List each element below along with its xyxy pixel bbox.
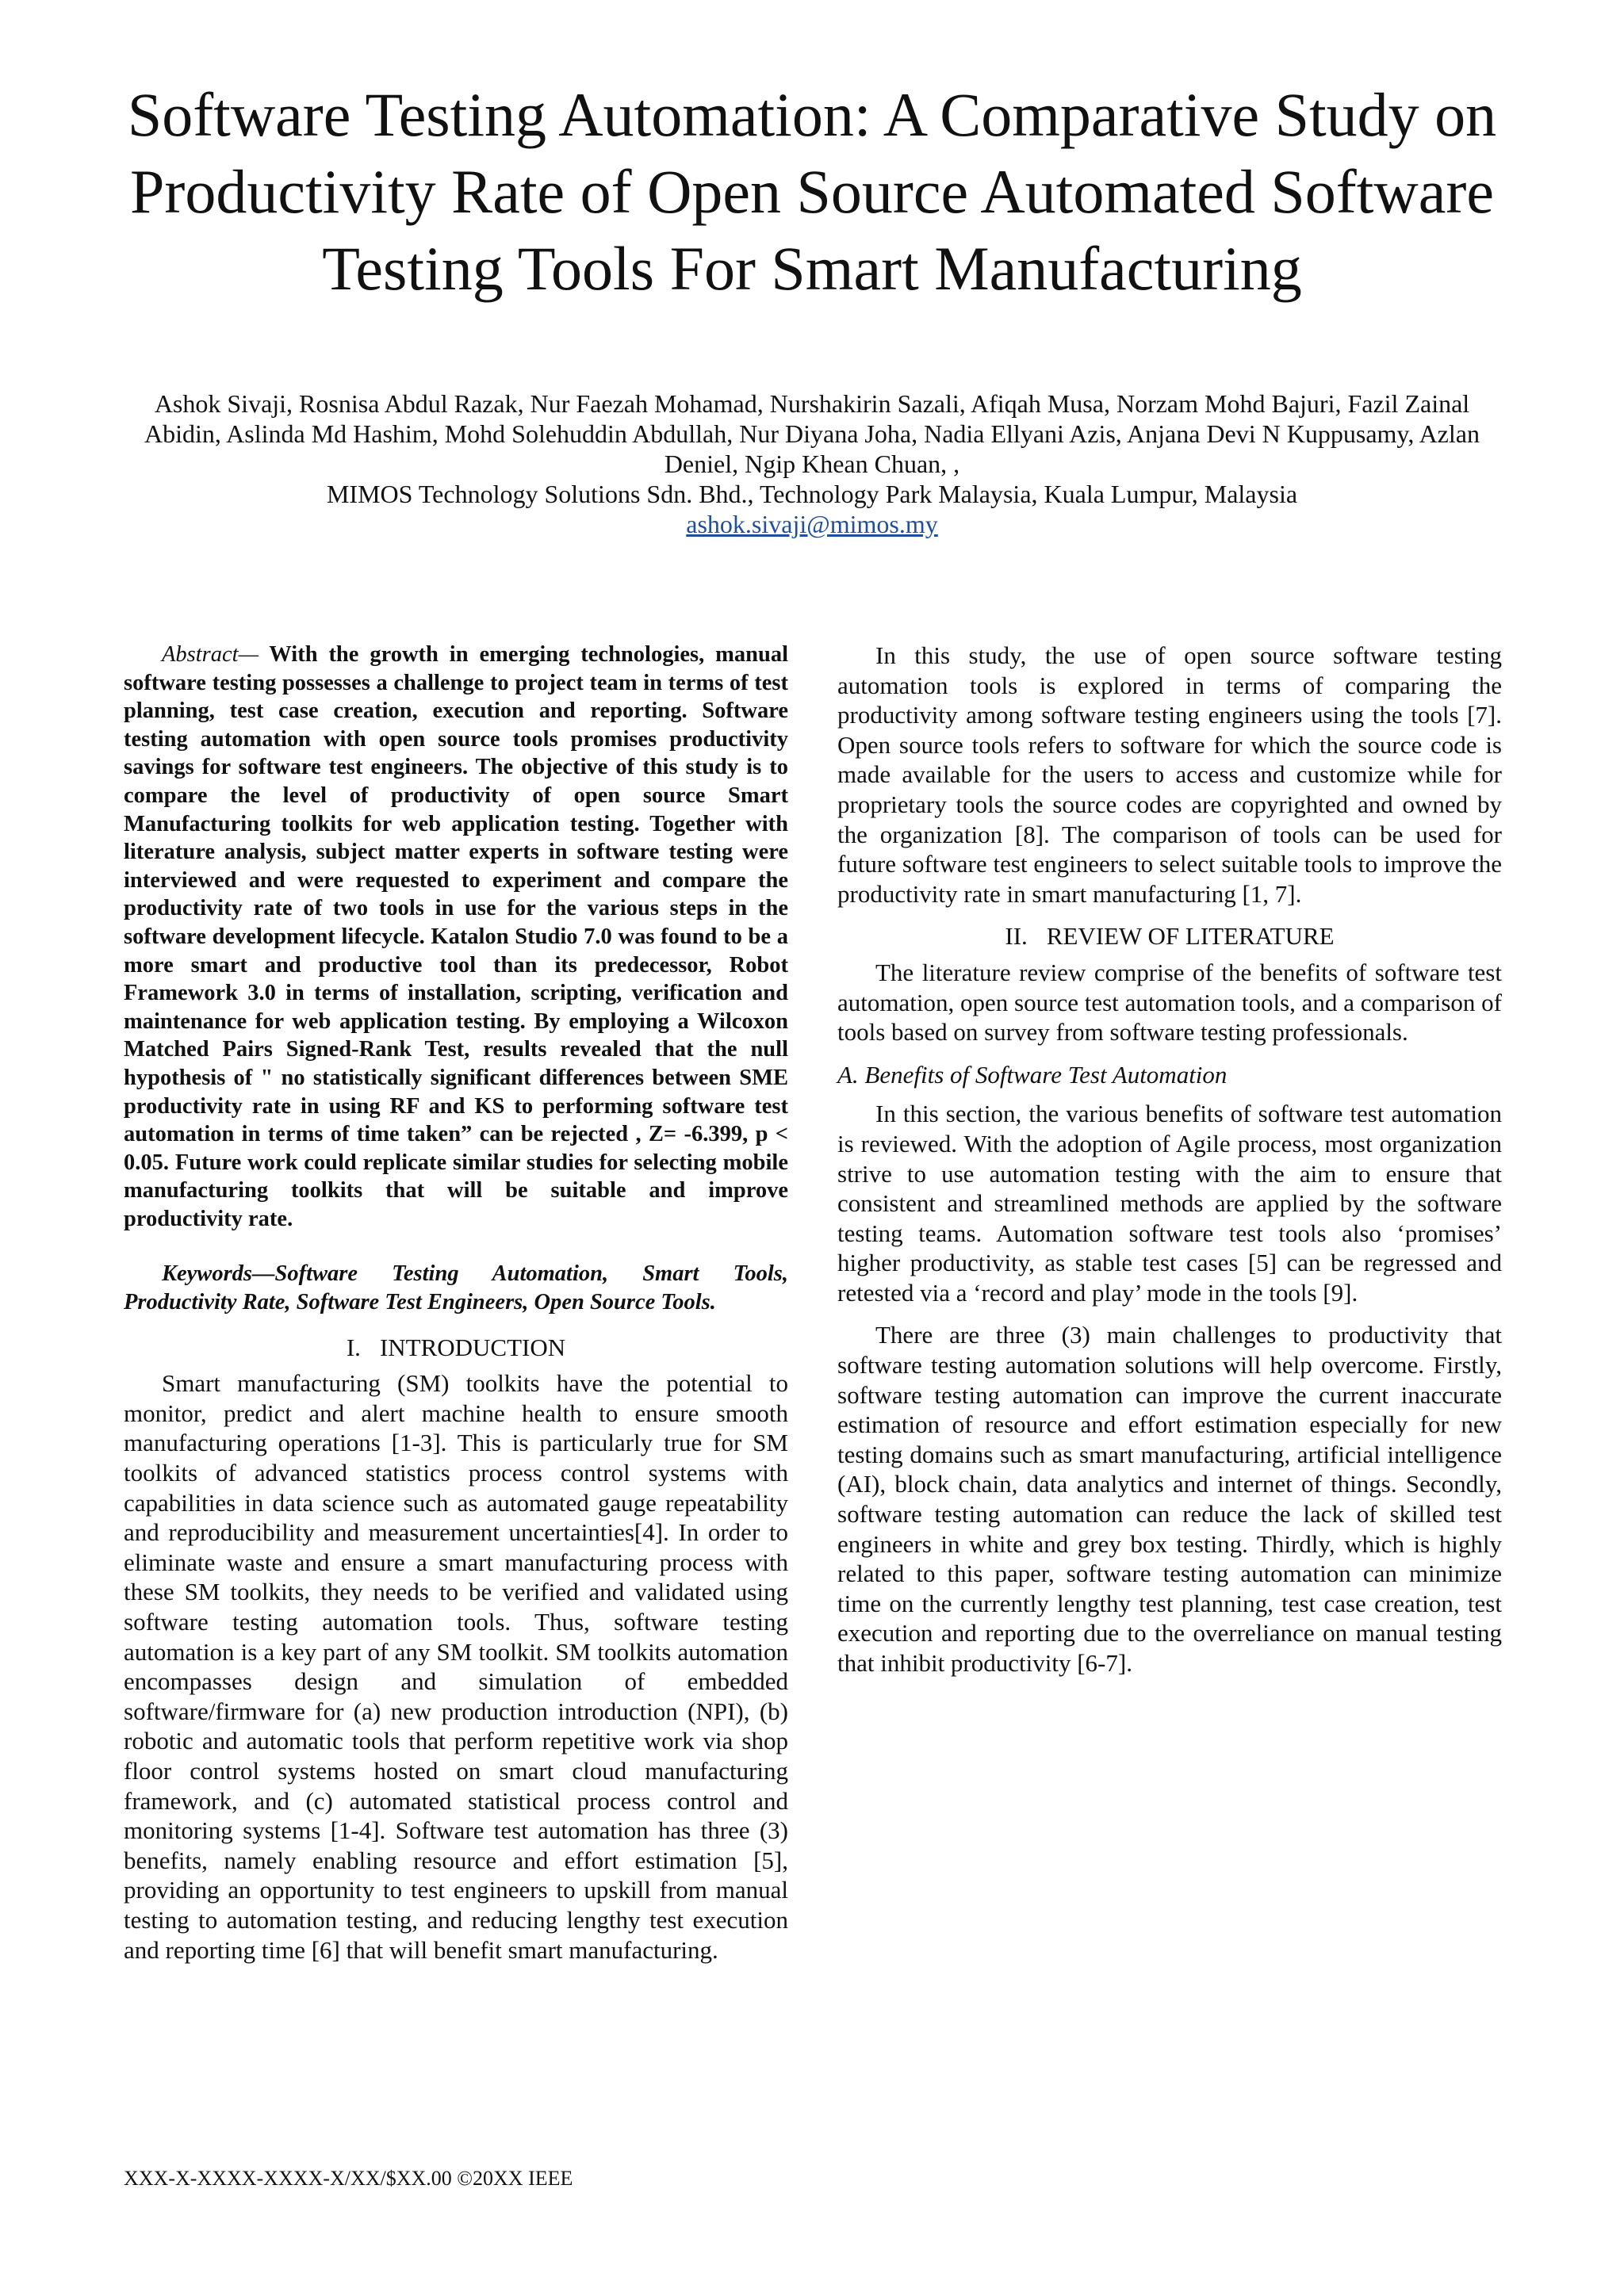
paragraph: The literature review comprise of the benefits of software test automation, open source test automation tools, and a comparison of tools based on survey from software testing professionals. (837, 958, 1502, 1047)
paragraph: There are three (3) main challenges to productivity that software testing automation solutions will help overcome. Firstly, software testing automation can improve the current inaccurate estimation of resource and effort estimation especially for new testing domains such as smart manufacturing, artificial intelligence (AI), block chain, data analytics and internet of things. Secondly, software testing automation can reduce the lack of skilled test engineers in white and grey box testing. Thirdly, which is highly related to this paper, software testing automation can minimize time on the currently lengthy test planning, test case creation, test execution and reporting due to the overreliance on manual testing that inhibit productivity [6-7]. (837, 1321, 1502, 1677)
paragraph: In this section, the various benefits of software test automation is reviewed. With the adoption of Agile process, most organization strive to use automation testing with the aim to ensure that consistent and streamlined methods are applied by the software testing teams. Automation software test tools also ‘promises’ higher productivity, as stable test cases [5] can be regressed and retested via a ‘record and play’ mode in the tools [9]. (837, 1100, 1502, 1307)
keywords: Keywords—Software Testing Automation, Smart Tools, Productivity Rate, Software Test Engineers, Open Source Tools. (124, 1261, 788, 1315)
abstract (124, 641, 788, 1233)
affiliation: MIMOS Technology Solutions Sdn. Bhd., Technology Park Malaysia, Kuala Lumpur, Malaysia (326, 480, 1298, 508)
section-title: REVIEW OF LITERATURE (1046, 922, 1335, 951)
paper-title: Software Testing Automation: A Comparative Study on Productivity Rate of Open Source Automated Software Testing Tools For Smart Manufacturing (127, 80, 1497, 303)
right-column (837, 641, 1502, 1691)
subsection-heading: A. Benefits of Software Test Automation (837, 1060, 1228, 1089)
paragraph: In this study, the use of open source software testing automation tools is explored in terms of comparing the productivity among software testing engineers using the tools [7]. Open source tools refers to software for which the source code is made available for the users to access and customize while for proprietary tools the source codes are copyrighted and owned by the organization [8]. The comparison of tools can be used for future software test engineers to select suitable tools to improve the productivity rate in smart manufacturing [1, 7]. (837, 641, 1502, 908)
email-link[interactable]: ashok.sivaji@mimos.my (686, 510, 938, 538)
author-list: Ashok Sivaji, Rosnisa Abdul Razak, Nur Faezah Mohamad, Nurshakirin Sazali, Afiqah Musa, Norzam Mohd Bajuri, Fazil Zainal Abidin, Aslinda Md Hashim, Mohd Solehuddin Abdullah, Nur Diyana Joha, Nadia Ellyani Azis, Anjana Devi N Kuppusamy, Azlan Deniel, Ngip Khean Chuan, , (144, 389, 1480, 478)
paragraph: Smart manufacturing (SM) toolkits have the potential to monitor, predict and alert machine health to ensure smooth manufacturing operations [1-3]. This is particularly true for SM toolkits of advanced statistics process control systems with capabilities in data science such as automated gauge repeatability and reproducibility and measurement uncertainties[4]. In order to eliminate waste and ensure a smart manufacturing process with these SM toolkits, they needs to be verified and validated using software testing automation tools. Thus, software testing automation is a key part of any SM toolkit. SM toolkits automation encompasses design and simulation of embedded software/firmware for (a) new production introduction (NPI), (b) robotic and automatic tools that perform repetitive work via shop floor control systems hosted on smart cloud manufacturing framework, and (c) automated statistical process control and monitoring systems [1-4]. Software test automation has three (3) benefits, namely enabling resource and effort estimation [5], providing an opportunity to test engineers to upskill from manual testing to automation testing, and reducing lengthy test execution and reporting time [6] that will benefit smart manufacturing. (124, 1369, 788, 1964)
section-heading-review (837, 921, 1502, 951)
abstract-lead: Abstract— (162, 642, 259, 667)
author-block (127, 388, 1497, 539)
abstract-text: With the growth in emerging technologies, manual software testing possesses a challenge to project team in terms of test planning, test case creation, execution and reporting. Software testing automation with open source tools promises productivity savings for software test engineers. The objective of this study is to compare the level of productivity of open source Smart Manufacturing toolkits for web application testing. Together with literature analysis, subject matter experts in software testing were interviewed and were requested to experiment and compare the productivity rate of two tools in use for the various steps in the software development lifecycle. Katalon Studio 7.0 was found to be a more smart and productive tool than its predecessor, Robot Framework 3.0 in terms of installation, scripting, verification and maintenance for web application testing. By employing a Wilcoxon Matched Pairs Signed-Rank Test, results revealed that the null hypothesis of " no statistically significant differences between SME productivity rate in using RF and KS to performing software test automation in terms of time taken” can be rejected , Z= -6.399, p < 0.05. Future work could replicate similar studies for selecting mobile manufacturing toolkits that will be suitable and improve productivity rate. (124, 642, 788, 1231)
section-title: INTRODUCTION (379, 1333, 566, 1361)
copyright-footer: XXX-X-XXXX-XXXX-X/XX/$XX.00 ©20XX IEEE (124, 2167, 573, 2190)
section-number: II. (1005, 922, 1028, 951)
section-number: I. (346, 1333, 361, 1361)
section-heading-introduction (124, 1333, 788, 1363)
left-column (124, 641, 788, 1977)
